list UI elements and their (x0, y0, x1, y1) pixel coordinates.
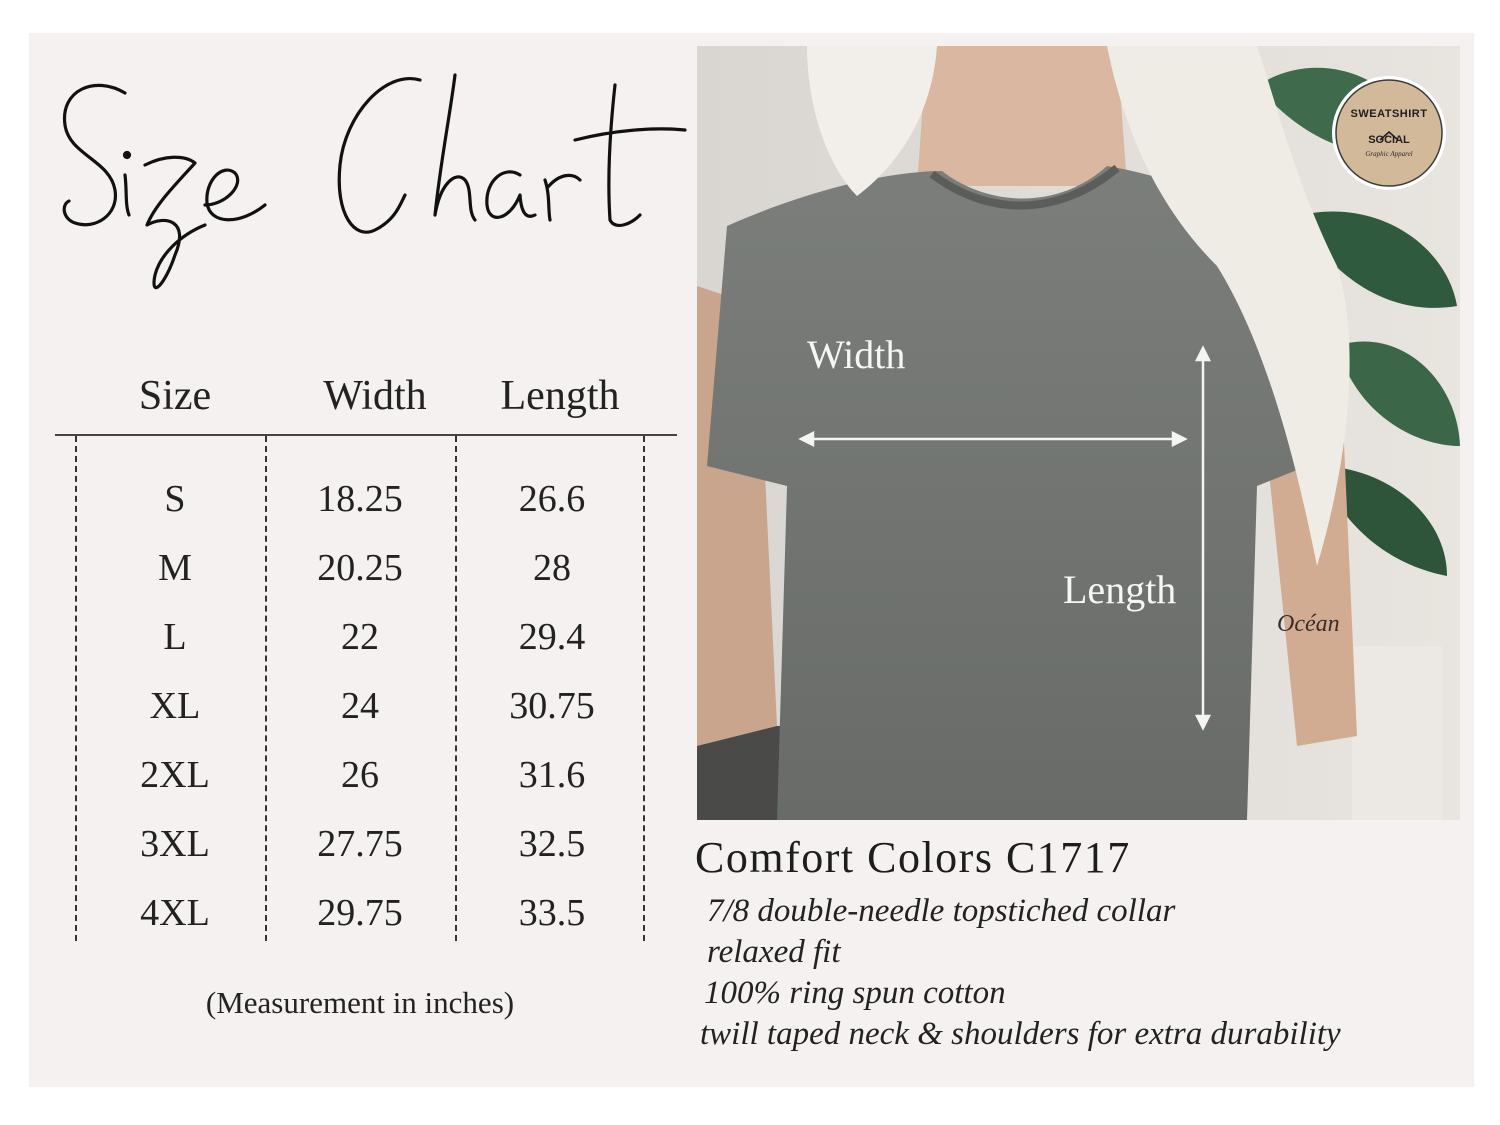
measurement-note: (Measurement in inches) (205, 985, 515, 1020)
cell-width: 20.25 (317, 547, 403, 589)
brand-line-3: Graphic Apparel (1365, 150, 1413, 158)
length-label: Length (1063, 567, 1177, 612)
tattoo-text: Océan (1277, 611, 1340, 637)
cell-length: 33.5 (518, 892, 586, 934)
cell-size: 3XL (140, 823, 210, 865)
header-divider (55, 434, 677, 436)
cell-length: 28 (533, 547, 571, 589)
brand-line-2: SOCIAL (1368, 134, 1410, 146)
cell-width: 27.75 (317, 823, 403, 865)
cell-width: 26 (341, 754, 379, 796)
cell-size: M (158, 547, 192, 589)
brand-badge (1330, 74, 1448, 192)
cell-length: 26.6 (518, 478, 586, 520)
feature-item: 100% ring spun cotton (704, 975, 1006, 1011)
width-label: Width (807, 332, 906, 377)
product-name: Comfort Colors C1717 (695, 833, 1131, 882)
cell-length: 32.5 (518, 823, 586, 865)
size-chart-title (55, 55, 695, 305)
feature-item: twill taped neck & shoulders for extra durability (700, 1016, 1341, 1052)
cell-width: 29.75 (317, 892, 403, 934)
column-divider (75, 436, 77, 941)
cell-length: 29.4 (518, 616, 586, 658)
size-chart-title-script (55, 55, 695, 305)
cell-size: S (164, 478, 186, 520)
cell-width: 22 (341, 616, 379, 658)
cell-size: 2XL (140, 754, 210, 796)
cell-length: 31.6 (518, 754, 586, 796)
header-length: Length (500, 373, 620, 419)
brand-line-1: SWEATSHIRT (1350, 108, 1428, 120)
size-table (55, 360, 680, 950)
cell-size: L (163, 616, 187, 658)
feature-item: 7/8 double-needle topstiched collar (707, 893, 1176, 929)
cell-length: 30.75 (509, 685, 595, 727)
cell-size: XL (149, 685, 201, 727)
feature-item: relaxed fit (707, 934, 841, 970)
product-photo (697, 46, 1460, 820)
cell-width: 18.25 (317, 478, 403, 520)
brand-logo (1330, 74, 1448, 192)
cell-width: 24 (341, 685, 379, 727)
header-size: Size (138, 373, 212, 419)
cell-size: 4XL (140, 892, 210, 934)
header-width: Width (323, 373, 427, 419)
